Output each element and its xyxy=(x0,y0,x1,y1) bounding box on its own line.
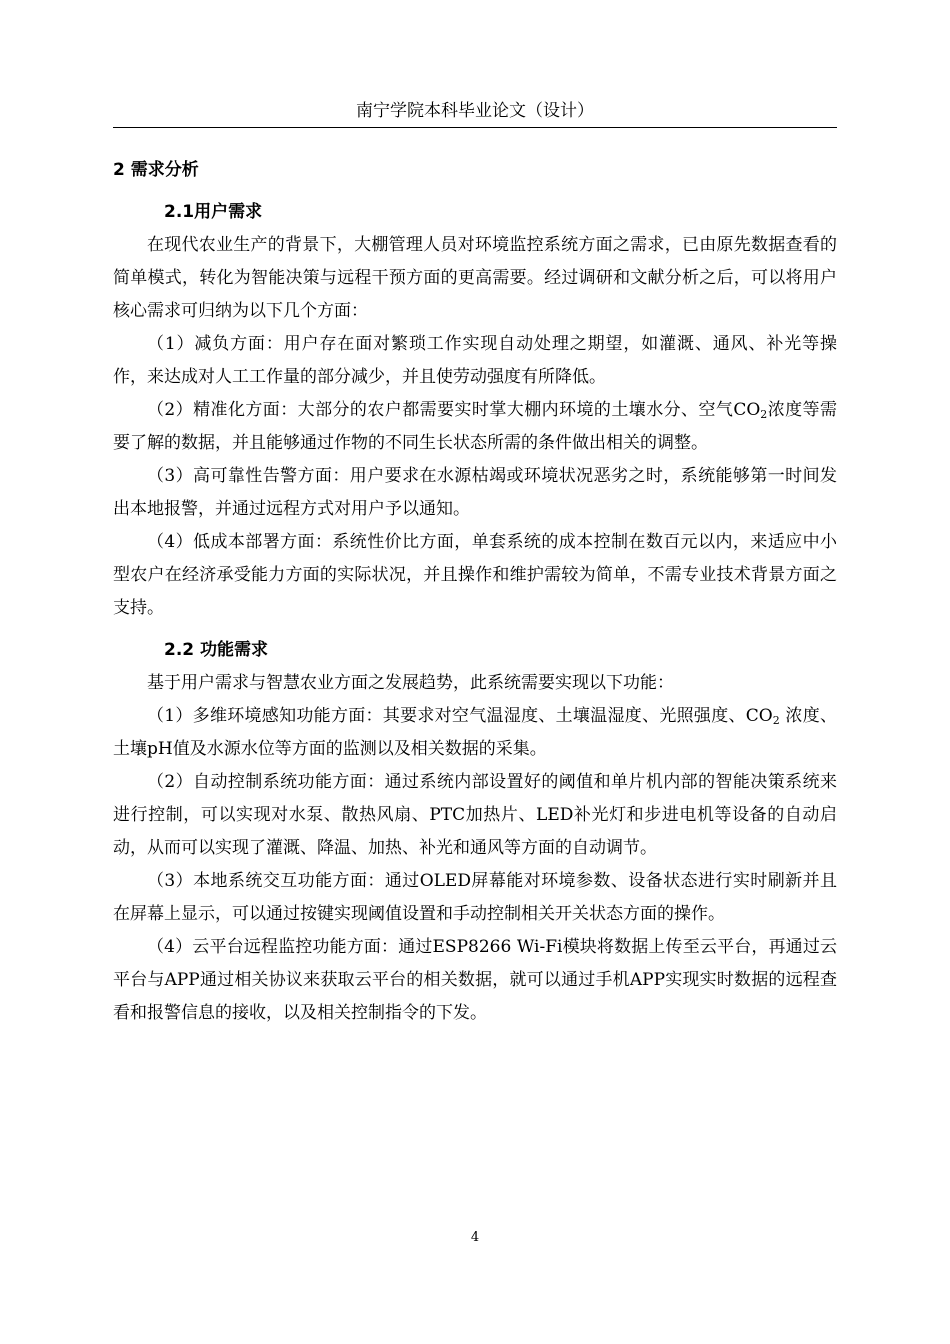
page-number: 4 xyxy=(470,1230,480,1245)
function-1-text-a: （1）多维环境感知功能方面：其要求对空气温湿度、土壤温湿度、光照强度、 xyxy=(147,706,746,726)
paragraph-function-2: （2）自动控制系统功能方面：通过系统内部设置好的阈值和单片机内部的智能决策系统来进行控制，可以实现对水泵、散热风扇、PTC加热片、LED补光灯和步进电机等设备的自动启动，从而可以实现了灌溉、降温、加热、补光和通风等方面的自动调节。 xyxy=(113,772,837,858)
paragraph-function-intro: 基于用户需求与智慧农业方面之发展趋势，此系统需要实现以下功能： xyxy=(147,673,674,693)
paragraph-need-2 xyxy=(113,394,837,460)
header-rule xyxy=(113,127,837,128)
paragraph-user-needs-intro: 在现代农业生产的背景下，大棚管理人员对环境监控系统方面之需求，已由原先数据查看的简单模式，转化为智能决策与远程干预方面的更高需要。经过调研和文献分析之后，可以将用户核心需求可归纳为以下几个方面： xyxy=(113,235,837,321)
need-2-text-a: （2）精准化方面：大部分的农户都需要实时掌大棚内环境的土壤水分、空气 xyxy=(147,400,734,420)
need-2-subscript: 2 xyxy=(760,408,768,421)
paragraph-need-4: （4）低成本部署方面：系统性价比方面，单套系统的成本控制在数百元以内，来适应中小型农户在经济承受能力方面的实际状况，并且操作和维护需较为简单，不需专业技术背景方面之支持。 xyxy=(113,532,837,618)
paragraph-function-3: （3）本地系统交互功能方面：通过OLED屏幕能对环境参数、设备状态进行实时刷新并且在屏幕上显示，可以通过按键实现阈值设置和手动控制相关开关状态方面的操作。 xyxy=(113,871,837,924)
function-1-co: CO xyxy=(745,706,773,726)
function-1-subscript: 2 xyxy=(772,714,780,727)
section-heading: 2 需求分析 xyxy=(113,160,199,180)
need-2-co: CO xyxy=(733,400,761,420)
paragraph-function-1 xyxy=(113,700,837,766)
subsection-heading-user-needs: 2.1用户需求 xyxy=(164,202,263,222)
page-body xyxy=(113,153,837,1030)
paragraph-need-1: （1）减负方面：用户存在面对繁琐工作实现自动处理之期望，如灌溉、通风、补光等操作，来达成对人工工作量的部分减少，并且使劳动强度有所降低。 xyxy=(113,334,837,387)
paragraph-need-3: （3）高可靠性告警方面：用户要求在水源枯竭或环境状况恶劣之时，系统能够第一时间发出本地报警，并通过远程方式对用户予以通知。 xyxy=(113,466,837,519)
subsection-heading-function-needs: 2.2 功能需求 xyxy=(164,640,269,660)
function-1-text-b: 浓度、土壤pH值及水源水位等方面的监测以及相关数据的采集。 xyxy=(113,706,837,759)
need-2-text-b: 浓度等需要了解的数据，并且能够通过作物的不同生长状态所需的条件做出相关的调整。 xyxy=(113,400,837,453)
paragraph-function-4: （4）云平台远程监控功能方面：通过ESP8266 Wi-Fi模块将数据上传至云平台，再通过云平台与APP通过相关协议来获取云平台的相关数据，就可以通过手机APP实现实时数据的远程查看和报警信息的接收，以及相关控制指令的下发。 xyxy=(113,937,837,1023)
running-header: 南宁学院本科毕业论文（设计） xyxy=(356,101,594,121)
